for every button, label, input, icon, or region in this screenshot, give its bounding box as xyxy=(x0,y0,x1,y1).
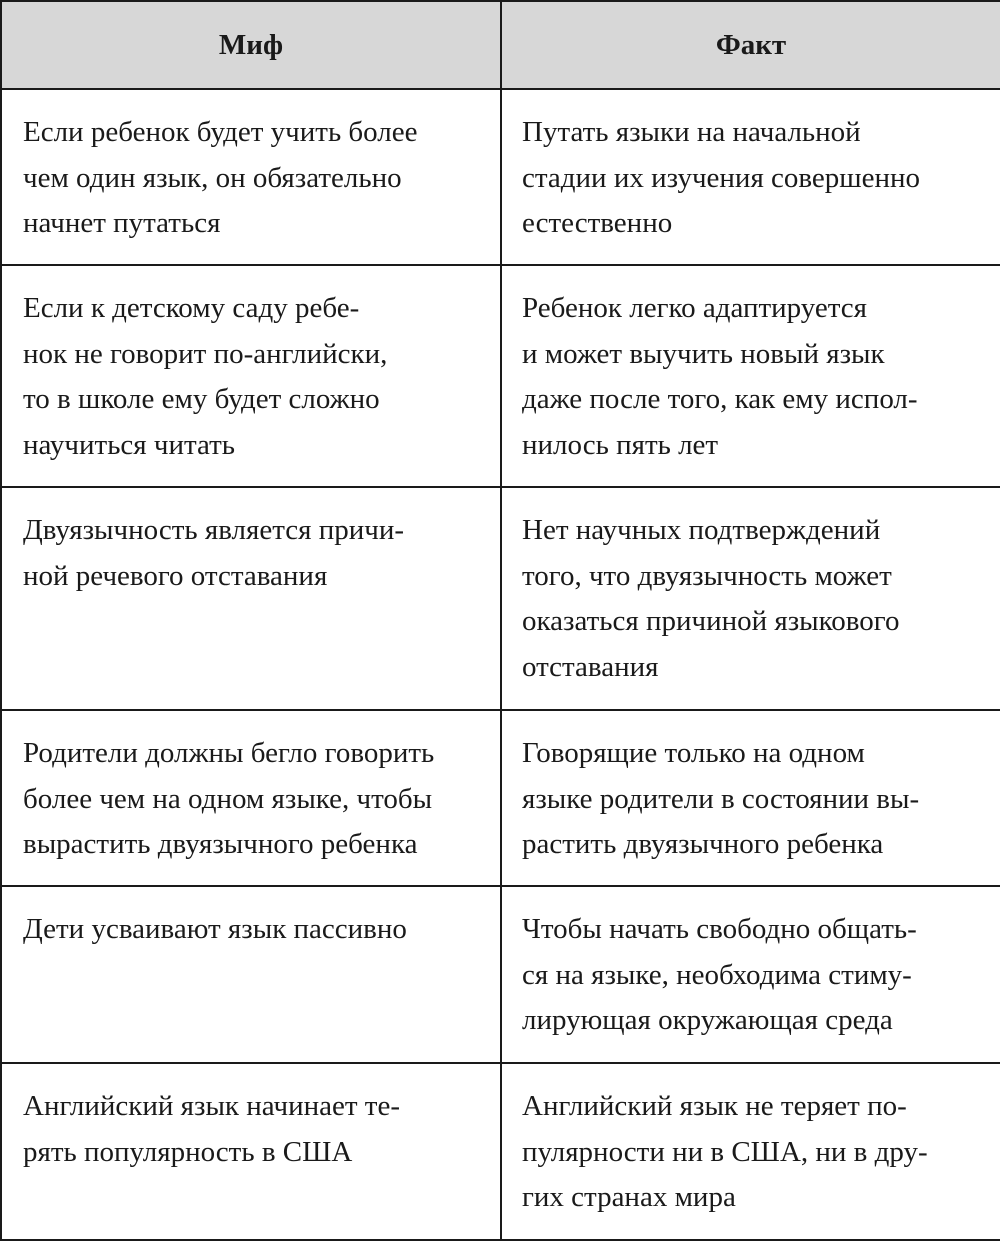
fact-cell: Говорящие только на одном языке родители в состоянии вы- растить двуязычного ребенка xyxy=(501,710,1000,886)
table-header xyxy=(1,1,1000,89)
myth-cell: Дети усваивают язык пассивно xyxy=(1,886,501,1063)
table-body xyxy=(1,89,1000,1240)
header-fact: Факт xyxy=(501,1,1000,89)
table-row xyxy=(1,487,1000,710)
header-row xyxy=(1,1,1000,89)
table-row xyxy=(1,265,1000,487)
myth-cell: Если к детскому саду ребе- нок не говорит по-английски, то в школе ему будет сложно научиться читать xyxy=(1,265,501,487)
table-row xyxy=(1,710,1000,886)
fact-cell: Путать языки на начальной стадии их изучения совершенно естественно xyxy=(501,89,1000,265)
fact-cell: Чтобы начать свободно общать- ся на языке, необходима стиму- лирующая окружающая среда xyxy=(501,886,1000,1063)
table-row xyxy=(1,886,1000,1063)
myth-cell: Если ребенок будет учить более чем один язык, он обязательно начнет путаться xyxy=(1,89,501,265)
header-myth: Миф xyxy=(1,1,501,89)
myth-cell: Двуязычность является причи- ной речевого отставания xyxy=(1,487,501,710)
fact-cell: Английский язык не теряет по- пулярности ни в США, ни в дру- гих странах мира xyxy=(501,1063,1000,1240)
table-row xyxy=(1,1063,1000,1240)
myth-cell: Английский язык начинает те- рять популярность в США xyxy=(1,1063,501,1240)
myth-cell: Родители должны бегло говорить более чем на одном языке, чтобы вырастить двуязычного ребенка xyxy=(1,710,501,886)
fact-cell: Ребенок легко адаптируется и может выучить новый язык даже после того, как ему испол- нилось пять лет xyxy=(501,265,1000,487)
fact-cell: Нет научных подтверждений того, что двуязычность может оказаться причиной языкового отставания xyxy=(501,487,1000,710)
table-row xyxy=(1,89,1000,265)
